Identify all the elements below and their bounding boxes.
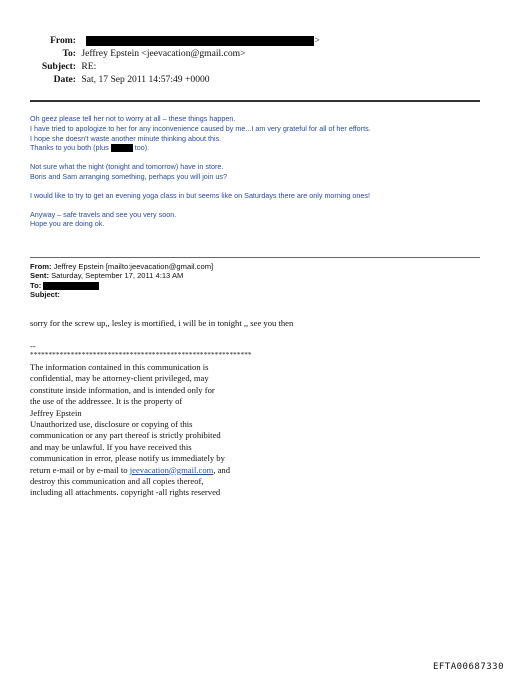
quoted-from-label: From: — [30, 262, 52, 271]
date-label: Date: — [53, 74, 76, 85]
reply-line: Anyway – safe travels and see you very soon. — [30, 209, 177, 219]
return-after: , and — [213, 464, 231, 475]
reply-body — [30, 114, 490, 229]
signature-stars: ************************************************************ — [30, 351, 252, 359]
quoted-subject-row — [30, 290, 213, 299]
email-link[interactable]: jeevacation@gmail.com — [129, 464, 214, 475]
redaction-from — [86, 36, 314, 46]
date-value: Sat, 17 Sep 2011 14:57:49 +0000 — [81, 74, 210, 85]
disclaimer-return-line — [30, 465, 230, 476]
disclaimer-line: communication or any part thereof is strictly prohibited — [30, 430, 221, 441]
original-message: sorry for the screw up,, lesley is mortified, i will be in tonight ,, see you then — [30, 318, 294, 328]
header-subject-row — [30, 60, 490, 73]
from-label: From: — [50, 35, 76, 46]
quoted-subject-label: Subject: — [30, 290, 60, 300]
quoted-to-label: To: — [30, 280, 42, 290]
disclaimer-line: the use of the addressee. It is the property of — [30, 396, 183, 407]
signature-dashes: -- — [30, 341, 36, 351]
quoted-sent-row — [30, 271, 213, 280]
reply-line: Hope you are doing ok. — [30, 219, 105, 229]
quoted-sent-label: Sent: — [30, 271, 49, 281]
disclaimer-line: destroy this communication and all copies thereof, — [30, 476, 204, 487]
email-header — [30, 34, 490, 86]
disclaimer-line: Jeffrey Epstein — [30, 407, 82, 418]
quoted-from-value: Jeffrey Epstein [mailto:jeevacation@gmail.com] — [51, 262, 214, 271]
disclaimer-line: communication in error, please notify us immediately by — [30, 453, 225, 464]
reply-line: I hope she doesn't waste another minute thinking about this. — [30, 133, 222, 143]
return-before: return e-mail or by e-mail to — [30, 464, 130, 475]
disclaimer-line: and may be unlawful. If you have received this — [30, 441, 192, 452]
disclaimer-line: including all attachments. copyright -all rights reserved — [30, 487, 221, 498]
subject-label: Subject: — [41, 61, 76, 72]
reply-line: I have tried to apologize to her for any inconvenience caused by me...I am very grateful for all of her efforts. — [30, 123, 371, 133]
reply-line: Oh geez please tell her not to worry at all – these things happen. — [30, 114, 236, 123]
quoted-header — [30, 262, 213, 300]
reply-line: Boris and Sam arranging something, perhaps you will join us? — [30, 171, 227, 181]
header-date-row — [30, 73, 490, 86]
quote-divider — [30, 257, 480, 258]
disclaimer-line: constitute inside information, and is intended only for — [30, 384, 215, 395]
reply-line: Not sure what the night (tonight and tomorrow) have in store. — [30, 162, 224, 172]
disclaimer-line: Unauthorized use, disclosure or copying of this — [30, 419, 193, 430]
quoted-from-row — [30, 262, 213, 271]
to-value: Jeffrey Epstein <jeevacation@gmail.com> — [81, 48, 246, 59]
to-label: To: — [62, 48, 76, 59]
reply-thanks-line — [30, 143, 490, 153]
document-id: EFTA00687330 — [432, 662, 504, 672]
from-suffix: > — [314, 35, 320, 46]
disclaimer-line: The information contained in this communication is — [30, 362, 209, 372]
subject-value: RE: — [81, 61, 97, 72]
header-divider — [30, 100, 480, 102]
header-to-row — [30, 47, 490, 60]
thanks-after: too). — [132, 143, 150, 153]
header-from-row — [30, 34, 490, 47]
disclaimer-line: confidential, may be attorney-client privileged, may — [30, 373, 209, 384]
quoted-sent-value: Saturday, September 17, 2011 4:13 AM — [48, 271, 184, 281]
reply-line: I would like to try to get an evening yoga class in but seems like on Saturdays there are only morning ones! — [30, 190, 370, 200]
disclaimer — [30, 362, 230, 499]
redaction-thanks — [111, 144, 133, 152]
redaction-quoted-to — [43, 282, 99, 290]
thanks-before: Thanks to you both (plus — [30, 143, 111, 153]
quoted-to-row — [30, 281, 213, 290]
